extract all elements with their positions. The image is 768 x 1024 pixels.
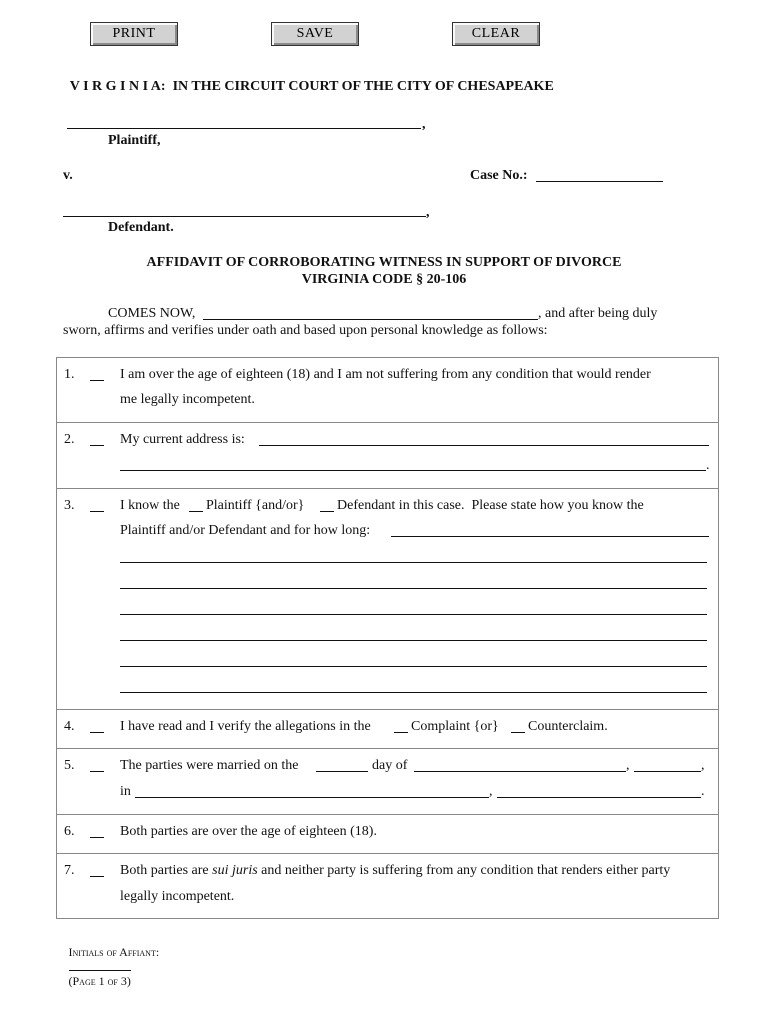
item-5-in: in [120,784,131,799]
item-4 [57,710,719,749]
relationship-line-3[interactable] [120,588,707,589]
item-2-text: My current address is: [120,432,245,447]
item-1-text-2: me legally incompetent. [120,392,255,407]
plaintiff-comma: , [422,117,426,132]
item-6 [57,815,719,854]
item-3-text-a: I know the [120,498,180,513]
court-header [63,63,554,95]
item-number: 2. [64,432,75,447]
plaintiff-name-line[interactable] [67,128,421,129]
address-line-1[interactable] [259,445,709,446]
item-7-text-2: legally incompetent. [120,889,235,904]
affiant-name-line[interactable] [203,319,538,320]
item-1 [57,358,719,423]
page-footer [63,933,159,989]
intro-after: , and after being duly [538,306,658,321]
item-2 [57,423,719,489]
item-5-text-b: day of [372,758,408,773]
plaintiff-checkbox[interactable] [189,511,203,512]
relationship-line-2[interactable] [120,562,707,563]
item-2-checkbox[interactable] [90,445,104,446]
item-4-text-a: I have read and I verify the allegations in the [120,719,371,734]
save-button[interactable]: SAVE [271,22,359,46]
defendant-checkbox[interactable] [320,511,334,512]
item-number: 5. [64,758,75,773]
item-7-text-b: sui juris [212,863,258,878]
marriage-place-field[interactable] [135,797,489,798]
complaint-checkbox[interactable] [394,732,408,733]
initials-field[interactable] [69,960,131,971]
marriage-day-field[interactable] [316,771,368,772]
page-indicator: (Page 1 of 3) [68,974,131,988]
item-7-checkbox[interactable] [90,876,104,877]
item-7-text [120,863,670,879]
defendant-name-line[interactable] [63,216,426,217]
marriage-state-field[interactable] [497,797,701,798]
relationship-line-6[interactable] [120,666,707,667]
intro-line2: sworn, affirms and verifies under oath and based upon personal knowledge as follows: [63,323,548,338]
item-number: 6. [64,824,75,839]
initials-label: Initials of Affiant: [68,945,160,959]
relationship-line-7[interactable] [120,692,707,693]
item-3-text-c: Defendant in this case. Please state how you know the [337,498,644,513]
case-no-label: Case No.: [470,168,528,183]
item-3 [57,489,719,710]
relationship-line-1[interactable] [391,536,709,537]
versus-label: v. [63,168,73,183]
relationship-line-5[interactable] [120,640,707,641]
affidavit-items [56,357,719,919]
item-number: 7. [64,863,75,878]
item-3-checkbox[interactable] [90,511,104,512]
clear-button[interactable]: CLEAR [452,22,540,46]
marriage-month-field[interactable] [414,771,626,772]
item-number: 1. [64,367,75,382]
court-name: IN THE CIRCUIT COURT OF THE CITY OF CHESAPEAKE [172,79,554,94]
item-5-text-a: The parties were married on the [120,758,299,773]
item-3-text-2: Plaintiff and/or Defendant and for how long: [120,523,371,538]
item-3-text-b: Plaintiff {and/or} [206,498,305,513]
item-7-text-a: Both parties are [120,863,209,878]
item-4-checkbox[interactable] [90,732,104,733]
item-4-text-b: Complaint {or} [411,719,499,734]
item-5-checkbox[interactable] [90,771,104,772]
address-line-2[interactable] [120,470,706,471]
item-5: 5. The parties were married on the day of , , in , . [57,749,719,815]
item-4-text-c: Counterclaim. [528,719,608,734]
item-number: 4. [64,719,75,734]
affidavit-title: AFFIDAVIT OF CORROBORATING WITNESS IN SUPPORT OF DIVORCE [146,255,622,270]
state-label: V I R G I N I A: [69,79,166,94]
item-1-text: I am over the age of eighteen (18) and I am not suffering from any condition that would render [120,367,651,382]
counterclaim-checkbox[interactable] [511,732,525,733]
item-7 [57,854,719,919]
marriage-year-field[interactable] [634,771,701,772]
plaintiff-label: Plaintiff, [108,133,161,148]
print-button[interactable]: PRINT [90,22,178,46]
relationship-line-4[interactable] [120,614,707,615]
case-no-field[interactable] [536,181,663,182]
address-period: . [706,458,710,473]
defendant-comma: , [426,205,430,220]
item-6-checkbox[interactable] [90,837,104,838]
affidavit-code: VIRGINIA CODE § 20-106 [301,272,467,287]
item-7-text-c: and neither party is suffering from any condition that renders either party [261,863,671,878]
item-6-text: Both parties are over the age of eighteen (18). [120,824,377,839]
defendant-label: Defendant. [108,220,174,235]
item-1-checkbox[interactable] [90,380,104,381]
comes-now-label: COMES NOW, [108,306,196,321]
item-number: 3. [64,498,75,513]
